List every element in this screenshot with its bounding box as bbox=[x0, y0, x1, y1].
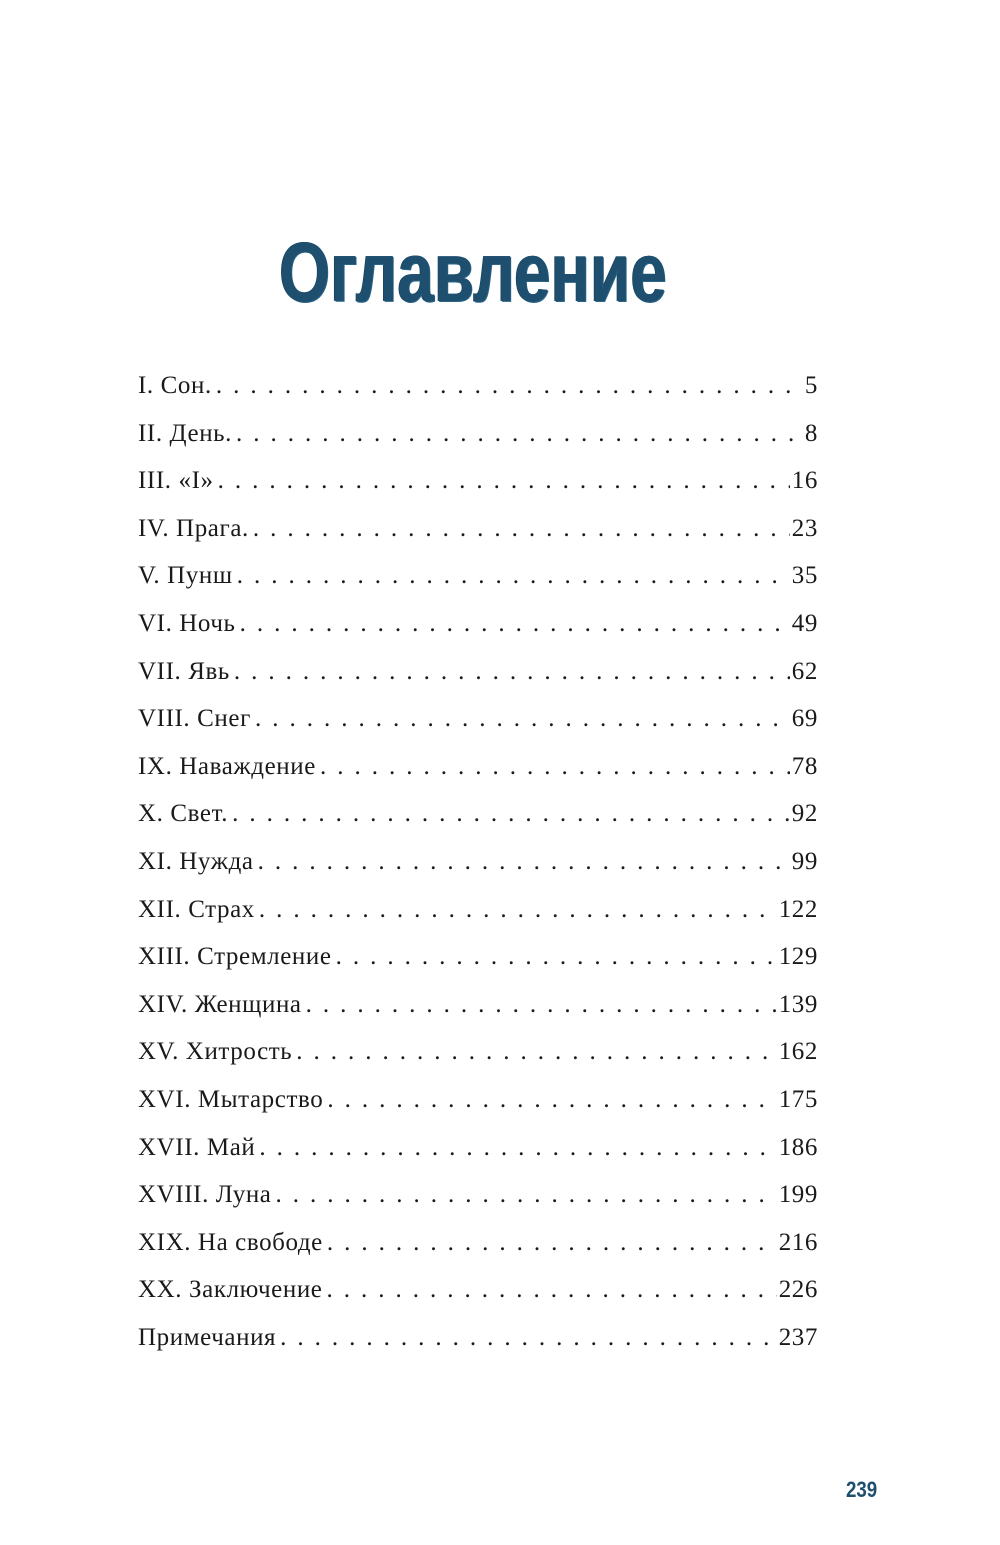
toc-entry bbox=[138, 981, 818, 1029]
toc-dot-leader bbox=[259, 1124, 776, 1172]
toc-dot-leader bbox=[218, 457, 790, 505]
toc-entry bbox=[138, 1314, 818, 1362]
toc-entry-title: IV. Прага. bbox=[138, 514, 249, 542]
toc-entry-page: 62 bbox=[791, 657, 818, 685]
toc-dot-leader bbox=[234, 648, 790, 696]
toc-entry-page: 199 bbox=[778, 1181, 818, 1209]
toc-entry bbox=[138, 648, 818, 696]
toc-entry-title: V. Пунш bbox=[138, 562, 233, 590]
toc-entry-title: II. День. bbox=[138, 419, 233, 447]
toc-dot-leader bbox=[236, 410, 803, 458]
toc-entry-title: XVI. Мытарство bbox=[138, 1085, 324, 1113]
toc-entry-page: 16 bbox=[791, 467, 818, 495]
toc-entry bbox=[138, 886, 818, 934]
toc-dot-leader bbox=[327, 1266, 777, 1314]
toc-entry bbox=[138, 790, 818, 838]
toc-entry-page: 92 bbox=[791, 800, 818, 828]
toc-dot-leader bbox=[276, 1171, 777, 1219]
toc-dot-leader bbox=[232, 790, 790, 838]
toc-entry-page: 78 bbox=[791, 752, 818, 780]
toc-dot-leader bbox=[259, 886, 777, 934]
toc-entry-page: 129 bbox=[778, 943, 818, 971]
toc-entry-page: 139 bbox=[778, 990, 818, 1018]
toc-dot-leader bbox=[255, 695, 790, 743]
toc-entry-page: 122 bbox=[778, 895, 818, 923]
toc-entry bbox=[138, 743, 818, 791]
toc-entry-title: XV. Хитрость bbox=[138, 1038, 293, 1066]
toc-entry bbox=[138, 933, 818, 981]
toc-entry-title: XIII. Стремление bbox=[138, 943, 332, 971]
toc-dot-leader bbox=[240, 600, 790, 648]
toc-entry bbox=[138, 600, 818, 648]
toc-dot-leader bbox=[253, 505, 790, 553]
toc-entry bbox=[138, 1076, 818, 1124]
toc-entry-page: 175 bbox=[778, 1085, 818, 1113]
toc-entry bbox=[138, 1171, 818, 1219]
toc-entry-page: 69 bbox=[791, 705, 818, 733]
toc-entry-page: 99 bbox=[791, 847, 818, 875]
toc-entry bbox=[138, 838, 818, 886]
toc-entry-title: XI. Нужда bbox=[138, 847, 254, 875]
toc-entry-title: VII. Явь bbox=[138, 657, 230, 685]
toc-entry-page: 8 bbox=[804, 419, 818, 447]
toc-entry bbox=[138, 1124, 818, 1172]
toc-entry bbox=[138, 1028, 818, 1076]
toc-entry bbox=[138, 1219, 818, 1267]
page-number: 239 bbox=[846, 1477, 878, 1502]
toc-entry-page: 35 bbox=[791, 562, 818, 590]
toc-dot-leader bbox=[336, 933, 777, 981]
toc-dot-leader bbox=[327, 1076, 776, 1124]
toc-entry-title: XVIII. Луна bbox=[138, 1181, 272, 1209]
toc-entry-page: 237 bbox=[778, 1323, 818, 1351]
toc-entry-page: 216 bbox=[778, 1228, 818, 1256]
toc-dot-leader bbox=[280, 1314, 777, 1362]
toc-entry-title: III. «I» bbox=[138, 467, 214, 495]
toc-dot-leader bbox=[237, 552, 790, 600]
toc-dot-leader bbox=[320, 743, 790, 791]
toc-entry-page: 162 bbox=[778, 1038, 818, 1066]
toc-entry bbox=[138, 695, 818, 743]
toc-dot-leader bbox=[306, 981, 777, 1029]
toc-entry-page: 23 bbox=[791, 514, 818, 542]
table-of-contents bbox=[138, 362, 818, 1361]
toc-entry-title: I. Сон. bbox=[138, 372, 212, 399]
toc-entry bbox=[138, 410, 818, 458]
toc-entry-title: XX. Заключение bbox=[138, 1276, 323, 1304]
toc-dot-leader bbox=[296, 1028, 776, 1076]
toc-entry bbox=[138, 552, 818, 600]
toc-entry bbox=[138, 362, 818, 410]
toc-entry-page: 186 bbox=[778, 1133, 818, 1161]
toc-dot-leader bbox=[258, 838, 790, 886]
toc-entry-title: IX. Наваждение bbox=[138, 752, 316, 780]
toc-entry-title: Примечания bbox=[138, 1323, 277, 1351]
toc-entry-title: XII. Страх bbox=[138, 895, 255, 923]
page-title: Оглавление bbox=[279, 225, 667, 319]
toc-entry-title: XVII. Май bbox=[138, 1133, 256, 1161]
toc-entry-page: 226 bbox=[778, 1276, 818, 1304]
toc-entry-page: 49 bbox=[791, 609, 818, 637]
toc-entry-title: X. Свет. bbox=[138, 800, 229, 828]
toc-entry-title: XIX. На свободе bbox=[138, 1228, 323, 1256]
toc-entry-title: VIII. Снег bbox=[138, 705, 251, 733]
toc-entry bbox=[138, 1266, 818, 1314]
toc-entry-title: VI. Ночь bbox=[138, 609, 236, 637]
toc-dot-leader bbox=[216, 362, 803, 410]
toc-dot-leader bbox=[327, 1219, 777, 1267]
toc-entry bbox=[138, 457, 818, 505]
toc-entry-title: XIV. Женщина bbox=[138, 990, 302, 1018]
toc-entry bbox=[138, 505, 818, 553]
toc-entry-page: 5 bbox=[804, 372, 818, 399]
